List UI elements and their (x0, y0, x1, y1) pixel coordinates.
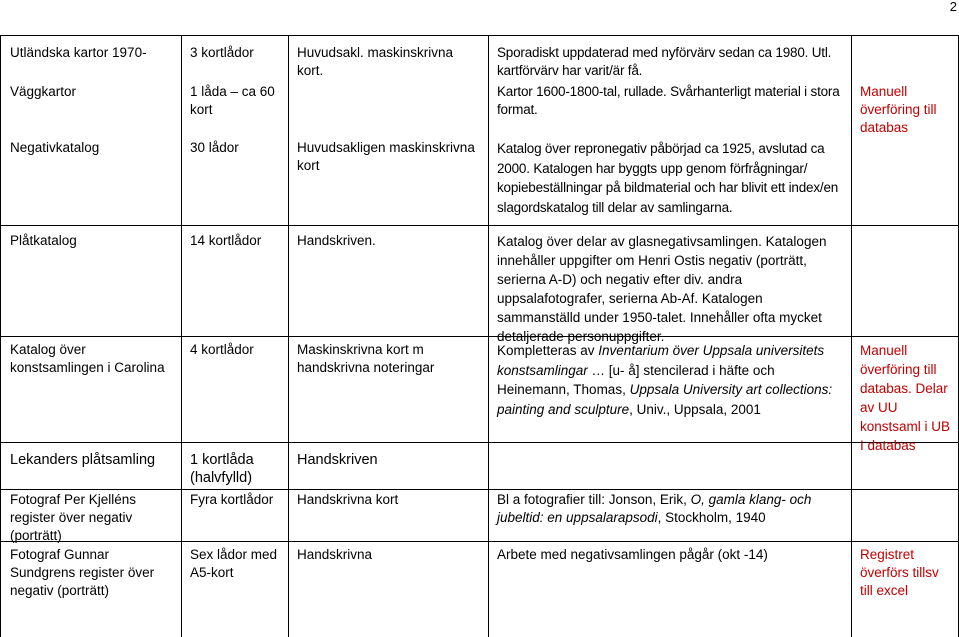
text-run: Kompletteras av (497, 343, 599, 358)
table-cell: Handskrivna (297, 547, 373, 562)
table-cell: Katalog över konstsamlingen i Carolina (10, 342, 165, 375)
table-cell: Handskrivna kort (297, 492, 399, 507)
table-cell: Fotograf Gunnar Sundgrens register över negativ (porträtt) (10, 547, 155, 598)
table-cell: Lekanders plåtsamling (10, 452, 156, 468)
table-cell: Negativkatalog (10, 140, 100, 155)
table-cell: 3 kortlådor (190, 45, 254, 60)
table-cell: Kartor 1600-1800-tal, rullade. Svårhanterligt material i stora format. (497, 84, 840, 117)
table-cell: Katalog över delar av glasnegativsamlingen. Katalogen innehåller uppgifter om Henri Ostis negativ (porträtt, serierna A-D) och negativ efter div. andra uppsalafotografer, serierna Ab-Af. Katalogen sammanställd under 1950-talet. Innehåller ofta mycket detaljerade personuppgifter. (497, 234, 827, 344)
table-cell: Plåtkatalog (10, 233, 77, 248)
table-cell: Fyra kortlådor (190, 492, 274, 507)
text-run: , Stockholm, 1940 (657, 510, 766, 525)
transfer-note: Manuell överföring till databas (860, 84, 937, 135)
text-run: Uppsala University art collections: painting and sculpture (497, 382, 833, 417)
table-cell (497, 491, 837, 527)
table-cell (497, 341, 847, 419)
text-run: Inventarium över Uppsala universitets konstsamlingar (497, 343, 825, 378)
table-cell: Huvudsakl. maskinskrivna kort. (297, 45, 454, 78)
table-cell: Katalog över repronegativ påbörjad ca 1925, avslutad ca 2000. Katalogen har byggts upp genom förfrågningar/ kopiebeställningar på bildmaterial och har blivit ett index/en slagordskatalog till delar av samlingarna. (497, 141, 839, 215)
table-cell: Sex lådor med A5-kort (190, 547, 278, 580)
table-cell: Fotograf Per Kjelléns register över negativ (porträtt) (10, 492, 137, 543)
transfer-note: Registret överförs tillsv till excel (860, 547, 939, 598)
row-divider (0, 442, 959, 443)
text-run: Bl a fotografier till: Jonson, Erik, (497, 492, 691, 507)
page-number: 2 (949, 0, 957, 14)
text-run: … [u- å] stencilerad i häfte och Heinemann, Thomas, (497, 362, 775, 397)
table-cell: 1 kortlåda (halvfylld) (190, 452, 254, 486)
table-cell: Handskriven. (297, 233, 376, 248)
table-cell: Maskinskrivna kort m handskrivna noteringar (297, 342, 435, 375)
table-cell: Utländska kartor 1970- (10, 45, 147, 60)
table-cell: 4 kortlådor (190, 342, 254, 357)
transfer-note: Manuell överföring till databas. Delar av UU konstsaml i UB I databas (860, 343, 951, 453)
row-divider (0, 225, 959, 226)
table-cell: 30 lådor (190, 140, 239, 155)
table-cell: 1 låda – ca 60 kort (190, 84, 275, 117)
text-run: , Univ., Uppsala, 2001 (629, 401, 761, 417)
table-cell: 14 kortlådor (190, 233, 262, 248)
text-run: O, gamla klang- och jubeltid: en uppsalarapsodi (497, 492, 812, 525)
table-cell: Arbete med negativsamlingen pågår (okt -14) (497, 547, 768, 562)
table-cell: Sporadiskt uppdaterad med nyförvärv sedan ca 1980. Utl. kartförvärv har varit/är få. (497, 45, 832, 78)
row-divider (0, 489, 959, 490)
table-cell: Handskriven (297, 452, 378, 468)
table-top-border (0, 35, 959, 36)
table-cell: Huvudsakligen maskinskrivna kort (297, 140, 475, 173)
table-cell: Väggkartor (10, 84, 77, 99)
